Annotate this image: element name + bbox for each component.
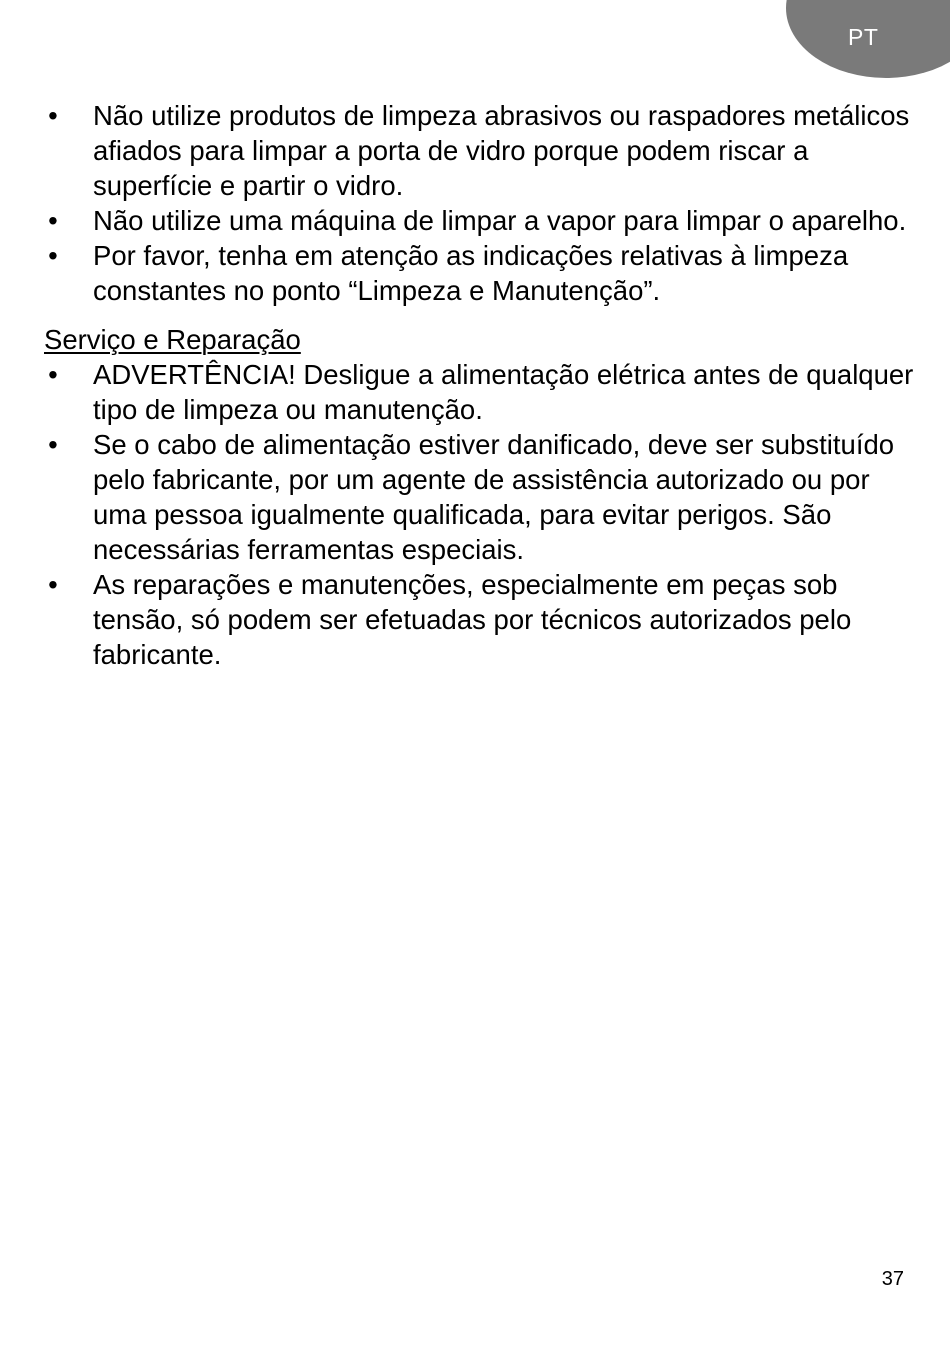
list-item [44,357,914,427]
list-item [44,238,914,308]
page-number: 37 [881,1268,904,1290]
service-bullet-list [44,357,914,672]
list-item [44,567,914,672]
list-item-text: Não utilize produtos de limpeza abrasivos ou raspadores metálicos afiados para limpar a porta de vidro porque podem riscar a superfície e partir o vidro. [93,100,910,201]
list-item-text: Por favor, tenha em atenção as indicações relativas à limpeza constantes no ponto “Limpeza e Manutenção”. [93,240,849,306]
list-item-text: As reparações e manutenções, especialmente em peças sob tensão, só podem ser efetuadas por técnicos autorizados pelo fabricante. [93,569,852,670]
bullet-icon: • [48,569,58,600]
list-item-text: ADVERTÊNCIA! Desligue a alimentação elétrica antes de qualquer tipo de limpeza ou manutenção. [93,359,914,425]
bullet-icon: • [48,240,58,271]
list-item-text: Se o cabo de alimentação estiver danificado, deve ser substituído pelo fabricante, por um agente de assistência autorizado ou por uma pessoa igualmente qualificada, para evitar perigos. São necessárias ferramentas especiais. [93,429,895,565]
document-body [44,98,914,672]
bullet-icon: • [48,205,58,236]
bullet-icon: • [48,359,58,390]
intro-bullet-list [44,98,914,308]
list-item [44,427,914,567]
list-item-text: Não utilize uma máquina de limpar a vapor para limpar o aparelho. [93,205,907,236]
bullet-icon: • [48,100,58,131]
list-item [44,203,914,238]
bullet-icon: • [48,429,58,460]
language-tab-label: PT [848,24,879,50]
section-heading: Serviço e Reparação [44,324,301,355]
list-item [44,98,914,203]
